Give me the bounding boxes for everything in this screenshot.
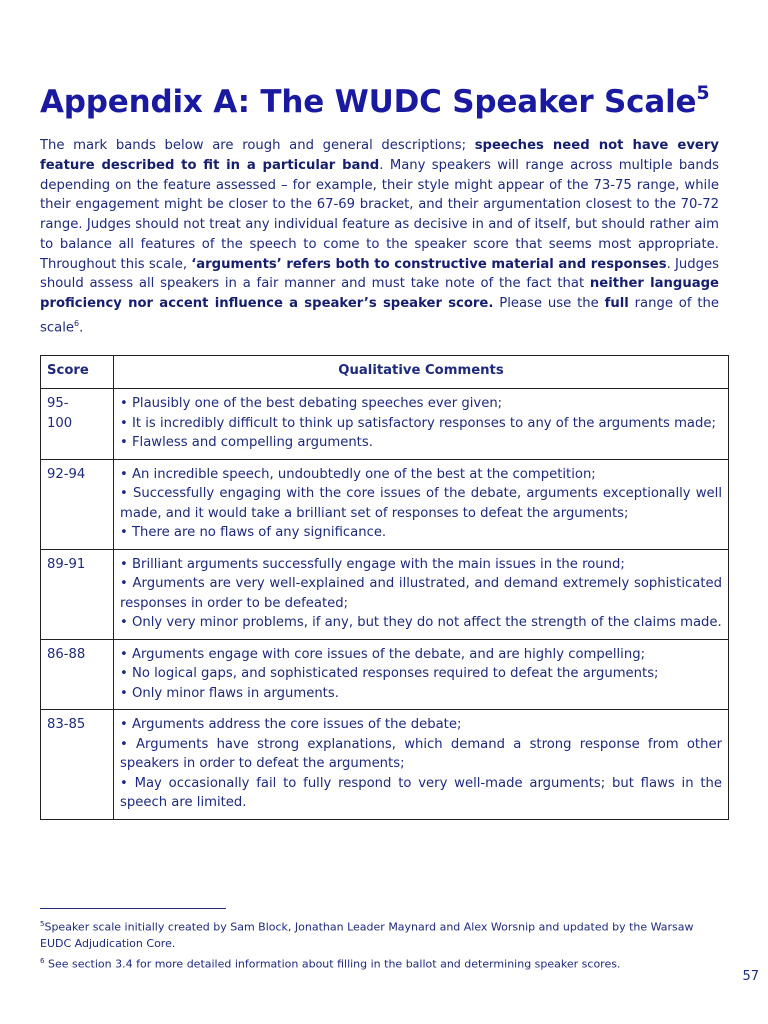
comments-cell (114, 639, 729, 710)
comments-header: Qualitative Comments (114, 356, 729, 389)
comments-cell (114, 549, 729, 639)
footnote-divider (40, 908, 226, 909)
comment-bullet: • Arguments engage with core issues of the debate, and are highly compelling; (120, 646, 646, 662)
comments-cell (114, 710, 729, 820)
footnotes (40, 916, 728, 973)
comment-bullet: • Arguments have strong explanations, which demand a strong response from other speakers in order to defeat the arguments; (120, 736, 722, 771)
intro-bold-4: full (604, 296, 629, 311)
footnote-6: $^6$ See section 3.4 for more detailed information about filling in the ballot and determining speaker scores. (40, 956, 621, 971)
footnote-5: $^5$Speaker scale initially created by Sam Block, Jonathan Leader Maynard and Alex Worsnip and updated by the Warsaw EUDC Adjudication Core. (40, 920, 694, 951)
comment-bullet: • No logical gaps, and sophisticated responses required to defeat the arguments; (120, 666, 659, 681)
comment-bullet: • It is incredibly difficult to think up satisfactory responses to any of the arguments made; (120, 415, 716, 431)
intro-bold-3: neither language proficiency nor accent influence a speaker’s speaker score. (40, 276, 719, 311)
intro-paragraph: The mark bands below are rough and general descriptions; speeches need not have every feature described to fit in a particular band. Many speakers will range across multiple bands depending on the feature assessed – for example, their style might appear of the 73-75 range, while their engagement might be closer to the 67-69 bracket, and their argumentation closest to the 70-72 range. Judges should not treat any individual feature as decisive in and of itself, but should rather aim to balance all features of the speech to come to the speaker score that seems most appropriate. Throughout this scale, ‘arguments’ refers both to constructive material and responses. Judges should assess all speakers in a fair manner and must take note of the fact that neither language proficiency nor accent influence a speaker’s speaker score. Please use the full range of the scale$^6$. (40, 138, 719, 336)
comment-bullet: • Arguments address the core issues of the debate; (120, 717, 462, 732)
comments-cell (114, 389, 729, 460)
speaker-scale-table (40, 355, 729, 820)
table-row (41, 389, 729, 460)
score-cell: 86-88 (41, 639, 114, 710)
comment-bullet: • May occasionally fail to fully respond to very well-made arguments; but flaws in the speech are limited. (120, 775, 722, 810)
table-header-row (41, 356, 729, 389)
intro-bold-1: speeches need not have every feature described to fit in a particular band (40, 138, 719, 173)
score-header: Score (41, 356, 114, 389)
footnote-ref-6: 6 (73, 318, 80, 328)
score-cell: 92-94 (41, 459, 114, 549)
comment-bullet: • Plausibly one of the best debating speeches ever given; (120, 396, 503, 411)
comment-bullet: • There are no flaws of any significance. (120, 525, 387, 540)
intro-bold-2: ‘arguments’ refers both to constructive material and responses (191, 256, 667, 272)
footnote-ref-5: 5 (696, 82, 710, 104)
table-row (41, 549, 729, 639)
comment-bullet: • Only minor flaws in arguments. (120, 685, 339, 701)
page-number: 57 (742, 969, 759, 984)
comment-bullet: • An incredible speech, undoubtedly one of the best at the competition; (120, 466, 596, 482)
score-cell: 83-85 (41, 710, 114, 820)
score-cell: 95- 100 (41, 389, 114, 460)
table-row (41, 710, 729, 820)
comment-bullet: • Only very minor problems, if any, but they do not affect the strength of the claims made. (120, 615, 722, 630)
table-row (41, 459, 729, 549)
page-title: Appendix A: The WUDC Speaker Scale$^5$ (40, 82, 710, 120)
comment-bullet: • Successfully engaging with the core issues of the debate, arguments exceptionally well made, and it would take a brilliant set of responses to defeat the arguments; (120, 486, 722, 521)
comment-bullet: • Brilliant arguments successfully engage with the main issues in the round; (120, 556, 625, 572)
comment-bullet: • Flawless and compelling arguments. (120, 435, 373, 450)
comment-bullet: • Arguments are very well-explained and illustrated, and demand extremely sophisticated responses in order to be defeated; (120, 576, 722, 611)
comments-cell (114, 459, 729, 549)
score-cell: 89-91 (41, 549, 114, 639)
table-row (41, 639, 729, 710)
